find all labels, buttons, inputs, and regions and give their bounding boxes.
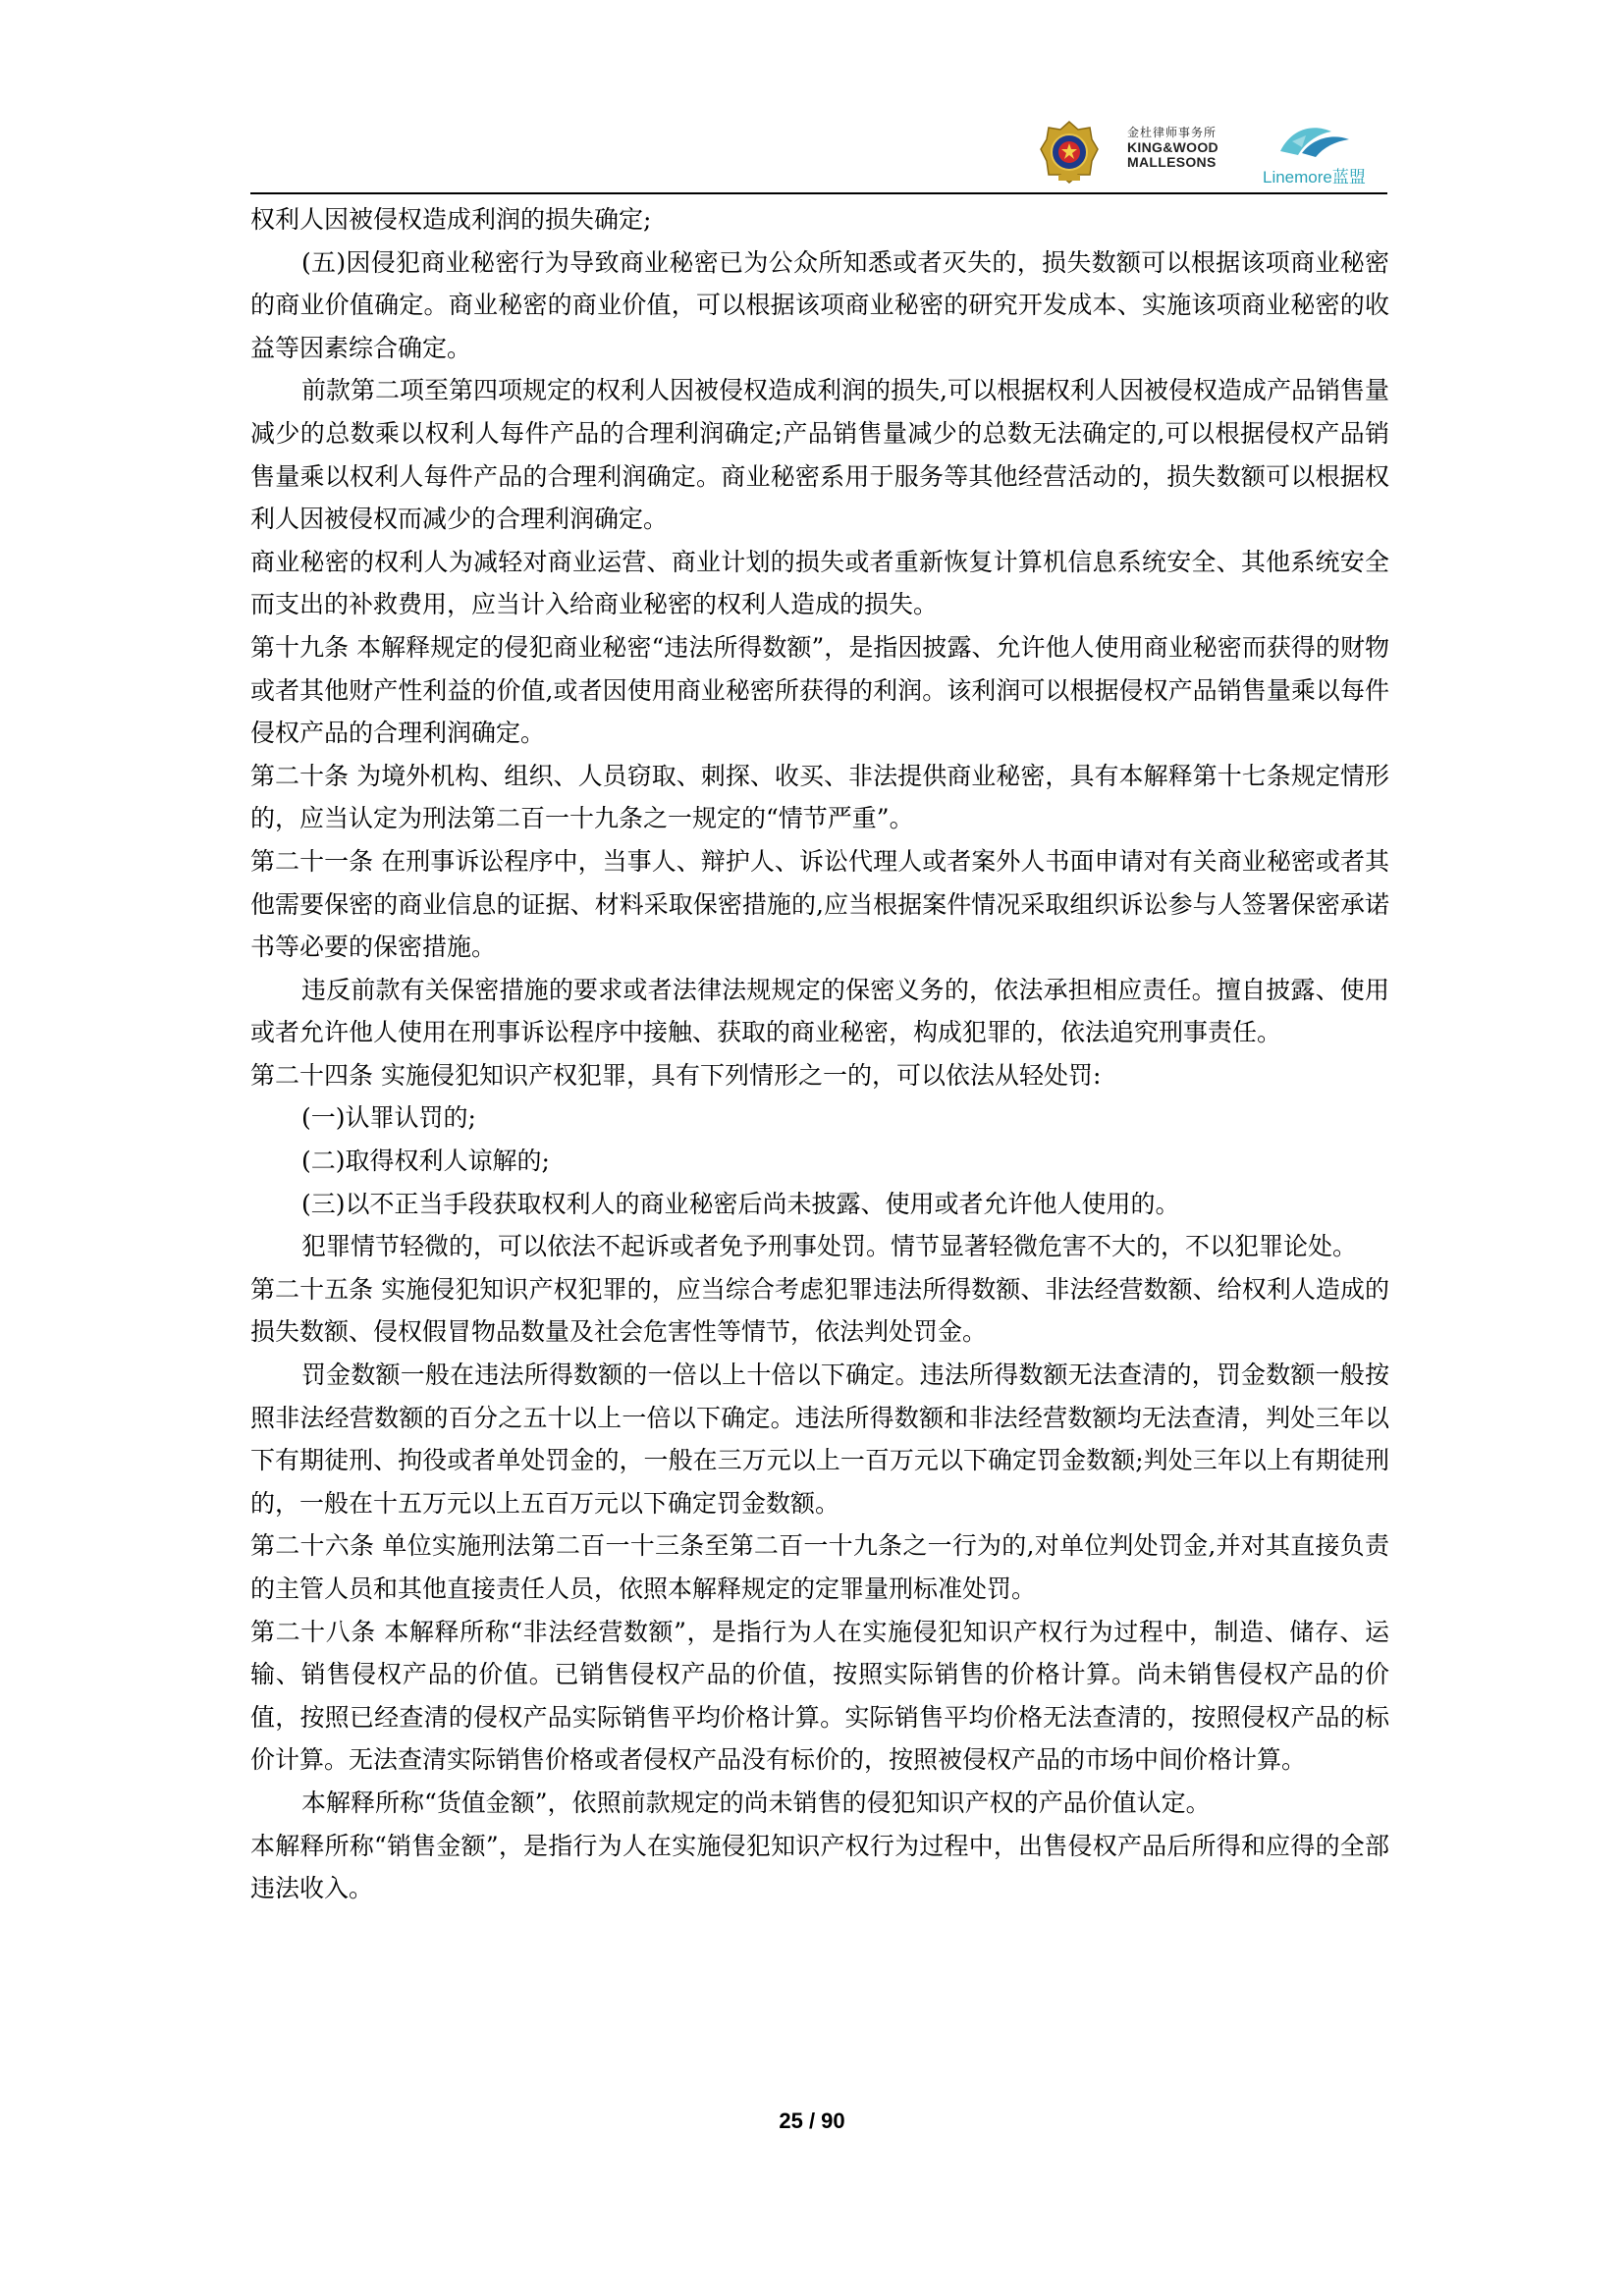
linemore-logo-icon: [1263, 122, 1371, 163]
paragraph: 犯罪情节轻微的，可以依法不起诉或者免予刑事处罚。情节显著轻微危害不大的，不以犯罪论处。: [301, 1232, 1358, 1261]
paragraph: 权利人因被侵权造成利润的损失确定;: [250, 205, 652, 234]
paragraph: 违反前款有关保密措施的要求或者法律法规规定的保密义务的，依法承担相应责任。擅自披露、使用或者允许他人使用在刑事诉讼程序中接触、获取的商业秘密，构成犯罪的，依法追究刑事责任。: [250, 975, 1389, 1047]
article-19: 第十九条 本解释规定的侵犯商业秘密“违法所得数额”，是指因披露、允许他人使用商业秘密而获得的财物或者其他财产性利益的价值,或者因使用商业秘密所获得的利润。该利润可以根据侵权产品销售量乘以每件侵权产品的合理利润确定。: [250, 632, 1389, 748]
page-number: 25 / 90: [779, 2109, 845, 2133]
linemore-text: [1263, 163, 1366, 187]
article-24: 第二十四条 实施侵犯知识产权犯罪，具有下列情形之一的，可以依法从轻处罚:: [250, 1060, 1102, 1090]
article-21: 第二十一条 在刑事诉讼程序中，当事人、辩护人、诉讼代理人或者案外人书面申请对有关商业秘密或者其他需要保密的商业信息的证据、材料采取保密措施的,应当根据案件情况采取组织诉讼参与人签署保密承诺书等必要的保密措施。: [250, 846, 1389, 962]
list-item: (二)取得权利人谅解的;: [301, 1147, 550, 1176]
kwm-en-name-1: KING&WOOD: [1127, 139, 1218, 155]
header-logos: [1039, 116, 1373, 190]
emblem-icon: [1039, 120, 1100, 185]
header-divider: [250, 192, 1387, 194]
article-20: 第二十条 为境外机构、组织、人员窃取、刺探、收买、非法提供商业秘密，具有本解释第十七条规定情形的，应当认定为刑法第二百一十九条之一规定的“情节严重”。: [250, 761, 1389, 833]
list-item: (一)认罪认罚的;: [301, 1103, 476, 1133]
paragraph: 商业秘密的权利人为减轻对商业运营、商业计划的损失或者重新恢复计算机信息系统安全、其他系统安全而支出的补救费用，应当计入给商业秘密的权利人造成的损失。: [250, 547, 1389, 619]
paragraph: 本解释所称“货值金额”，依照前款规定的尚未销售的侵犯知识产权的产品价值认定。: [301, 1788, 1211, 1817]
paragraph: 前款第二项至第四项规定的权利人因被侵权造成利润的损失,可以根据权利人因被侵权造成产品销售量减少的总数乘以权利人每件产品的合理利润确定;产品销售量减少的总数无法确定的,可以根据侵权产品销售量乘以权利人每件产品的合理利润确定。商业秘密系用于服务等其他经营活动的，损失数额可以根据权利人因被侵权而减少的合理利润确定。: [250, 376, 1389, 534]
list-item: (三)以不正当手段获取权利人的商业秘密后尚未披露、使用或者允许他人使用的。: [301, 1189, 1180, 1218]
linemore-logo: [1263, 122, 1371, 187]
article-25: 第二十五条 实施侵犯知识产权犯罪的，应当综合考虑犯罪违法所得数额、非法经营数额、给权利人造成的损失数额、侵权假冒物品数量及社会危害性等情节，依法判处罚金。: [250, 1274, 1389, 1347]
article-26: 第二十六条 单位实施刑法第二百一十三条至第二百一十九条之一行为的,对单位判处罚金,并对其直接负责的主管人员和其他直接责任人员，依照本解释规定的定罪量刑标准处罚。: [250, 1531, 1389, 1603]
paragraph: 本解释所称“销售金额”，是指行为人在实施侵犯知识产权行为过程中，出售侵权产品后所得和应得的全部违法收入。: [250, 1831, 1389, 1903]
kwm-cn-name: 金杜律师事务所: [1127, 126, 1218, 139]
kwm-logo: [1127, 126, 1255, 170]
linemore-cn-name: 蓝盟: [1331, 168, 1366, 187]
kwm-en-name-2: MALLESONS: [1127, 154, 1217, 170]
paragraph: (五)因侵犯商业秘密行为导致商业秘密已为公众所知悉或者灭失的，损失数额可以根据该项商业秘密的商业价值确定。商业秘密的商业价值，可以根据该项商业秘密的研究开发成本、实施该项商业秘密的收益等因素综合确定。: [250, 247, 1389, 362]
article-28: 第二十八条 本解释所称“非法经营数额”，是指行为人在实施侵犯知识产权行为过程中，制造、储存、运输、销售侵权产品的价值。已销售侵权产品的价值，按照实际销售的价格计算。尚未销售侵权产品的价值，按照已经查清的侵权产品实际销售平均价格计算。实际销售平均价格无法查清的，按照侵权产品的标价计算。无法查清实际销售价格或者侵权产品没有标价的，按照被侵权产品的市场中间价格计算。: [250, 1617, 1389, 1775]
linemore-en-name: Linemore: [1263, 168, 1332, 187]
paragraph: 罚金数额一般在违法所得数额的一倍以上十倍以下确定。违法所得数额无法查清的，罚金数额一般按照非法经营数额的百分之五十以上一倍以下确定。违法所得数额和非法经营数额均无法查清，判处三年以下有期徒刑、拘役或者单处罚金的，一般在三万元以上一百万元以下确定罚金数额;判处三年以上有期徒刑的，一般在十五万元以上五百万元以下确定罚金数额。: [250, 1361, 1389, 1518]
body-text: [250, 198, 1389, 1910]
